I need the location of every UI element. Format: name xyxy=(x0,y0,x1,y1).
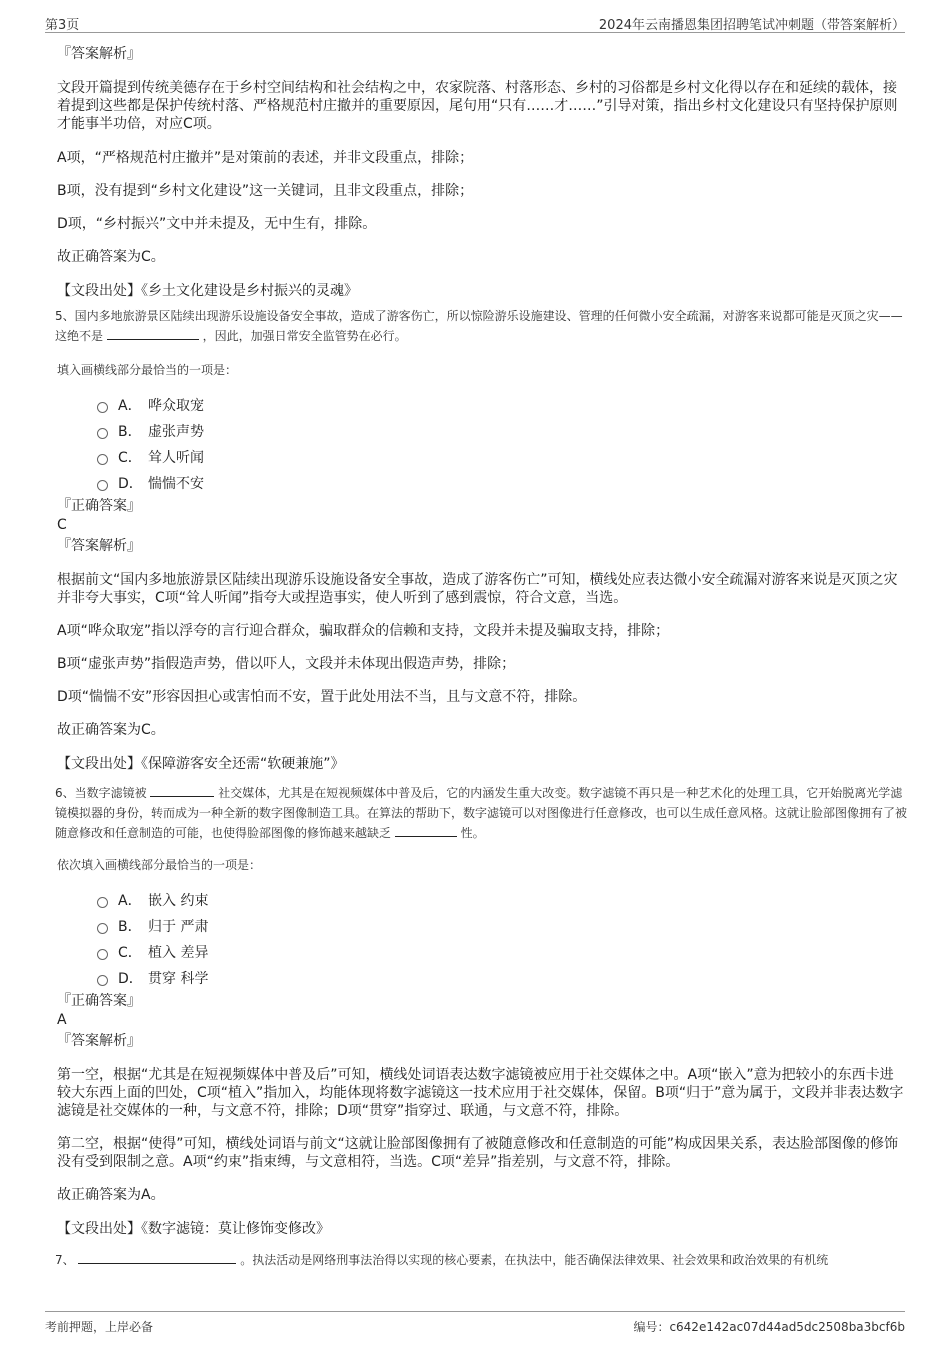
q5-blank xyxy=(107,327,199,340)
q6-analysis-p1: 第一空，根据“尤其是在短视频媒体中普及后”可知，横线处词语表达数字滤镜被应用于社交媒体之中。A项“嵌入”意为把较小的东西卡进较大东西上面的凹处，C项“植入”指加入，均能体现将数字滤镜这一技术应用于社交媒体，保留。B项“归于”意为属于，文段并非表达数字滤镜是社交媒体的一种，与文意不符，排除；D项“贯穿”指穿过、联通，与文意不符，排除。 xyxy=(57,1067,904,1119)
q6-stem-part-1: 6、当数字滤镜被 xyxy=(55,786,147,800)
radio-icon[interactable] xyxy=(97,402,108,413)
q6-stem-part-2: 社交媒体，尤其是在短视频媒体中普及后，它的内涵发生重大改变。数字滤镜不再只是一种艺术化的处理工具，它开始脱离光学滤镜模拟器的身份，转而成为一种全新的数字图像制造工具。在算法的帮助下，数字滤镜可以对图像进行任意修改，也可以生成任意风格。这就让脸部图像拥有了被随意修改和任意制造的可能，也使得脸部图像的修饰越来越缺乏 xyxy=(55,786,908,840)
q5-option-a[interactable]: A． 哗众取宠 xyxy=(57,392,907,418)
q7-number: 7、 xyxy=(55,1253,75,1267)
q5-option-c[interactable]: C． 耸人听闻 xyxy=(57,444,907,470)
q4-analysis-option-b: B项，没有提到“乡村文化建设”这一关键词，且非文段重点，排除； xyxy=(57,183,474,199)
q5-analysis-label: 『答案解析』 xyxy=(57,538,141,554)
q6-option-d[interactable]: D． 贯穿 科学 xyxy=(57,965,907,991)
q6-options xyxy=(57,887,907,991)
q5-prompt: 填入画横线部分最恰当的一项是： xyxy=(57,363,238,377)
q6-analysis-p2: 第二空，根据“使得”可知，横线处词语与前文“这就让脸部图像拥有了被随意修改和任意制造的可能”构成因果关系，表达脸部图像的修饰没有受到限制之意。A项“约束”指束缚，与文意相符，当选。C项“差异”指差别，与文意不符，排除。 xyxy=(57,1136,899,1170)
q5-option-b[interactable]: B． 虚张声势 xyxy=(57,418,907,444)
footer-serial: 编号：c642e142ac07d44ad5dc2508ba3bcf6b xyxy=(633,1320,905,1334)
q5-correct-label: 『正确答案』 xyxy=(57,498,141,514)
q5-analysis-option-b: B项“虚张声势”指假造声势，借以吓人，文段并未体现出假造声势，排除； xyxy=(57,656,516,672)
q5-stem-part-2: ，因此，加强日常安全监管势在必行。 xyxy=(202,329,407,343)
q5-conclusion: 故正确答案为C。 xyxy=(57,722,165,738)
q4-conclusion: 故正确答案为C。 xyxy=(57,249,165,265)
q5-analysis-option-d: D项“惴惴不安”形容因担心或害怕而不安，置于此处用法不当，且与文意不符，排除。 xyxy=(57,689,587,705)
q4-analysis-label: 『答案解析』 xyxy=(57,46,141,62)
q7-stem-text: 。执法活动是网络刑事法治得以实现的核心要素，在执法中，能否确保法律效果、社会效果和政治效果的有机统 xyxy=(240,1253,829,1267)
radio-icon[interactable] xyxy=(97,975,108,986)
radio-icon[interactable] xyxy=(97,428,108,439)
q6-option-c[interactable]: C． 植入 差异 xyxy=(57,939,907,965)
q6-blank-2 xyxy=(395,824,457,837)
q6-correct-answer: A xyxy=(57,1012,67,1028)
q6-conclusion: 故正确答案为A。 xyxy=(57,1187,165,1203)
radio-icon[interactable] xyxy=(97,480,108,491)
q5-source: 【文段出处】《保障游客安全还需“软硬兼施”》 xyxy=(57,756,345,772)
q5-correct-answer: C xyxy=(57,517,67,533)
footer-slogan: 考前押题，上岸必备 xyxy=(45,1320,154,1334)
q4-source: 【文段出处】《乡土文化建设是乡村振兴的灵魂》 xyxy=(57,283,358,299)
radio-icon[interactable] xyxy=(97,949,108,960)
q4-analysis-option-d: D项，“乡村振兴”文中并未提及，无中生有，排除。 xyxy=(57,216,377,232)
radio-icon[interactable] xyxy=(97,454,108,465)
page-header xyxy=(45,12,905,33)
q7-blank xyxy=(78,1251,236,1264)
q5-options xyxy=(57,392,907,496)
radio-icon[interactable] xyxy=(97,897,108,908)
q5-analysis-p1: 根据前文“国内多地旅游景区陆续出现游乐设施设备安全事故，造成了游客伤亡”可知，横线处应表达微小安全疏漏对游客来说是灭顶之灾并非夸大事实，C项“耸人听闻”指夸大或捏造事实，使人听到了感到震惊，符合文意，当选。 xyxy=(57,572,898,606)
page-content xyxy=(57,44,907,1282)
document-title: 2024年云南播恩集团招聘笔试冲刺题（带答案解析） xyxy=(598,18,905,33)
q7-stem xyxy=(55,1250,907,1270)
q4-analysis-p1: 文段开篇提到传统美德存在于乡村空间结构和社会结构之中，农家院落、村落形态、乡村的习俗都是乡村文化得以存在和延续的载体，接着提到这些都是保护传统村落、严格规范村庄撤并的重要原因，尾句用“只有……才……”引导对策，指出乡村文化建设只有坚持保护原则才能事半功倍，对应C项。 xyxy=(57,80,898,132)
q5-stem-part-1: 5、国内多地旅游景区陆续出现游乐设施设备安全事故，造成了游客伤亡，所以惊险游乐设施建设、管理的任何微小安全疏漏，对游客来说都可能是灭顶之灾——这绝不是 xyxy=(55,309,903,343)
q6-correct-label: 『正确答案』 xyxy=(57,993,141,1009)
q6-analysis-label: 『答案解析』 xyxy=(57,1033,141,1049)
page-number: 第3页 xyxy=(45,18,80,33)
q6-stem xyxy=(55,783,907,843)
q5-analysis-option-a: A项“哗众取宠”指以浮夸的言行迎合群众，骗取群众的信赖和支持，文段并未提及骗取支持，排除； xyxy=(57,623,670,639)
q6-prompt: 依次填入画横线部分最恰当的一项是： xyxy=(57,858,262,872)
page-footer xyxy=(45,1311,905,1338)
q6-blank-1 xyxy=(150,784,214,797)
q6-source: 【文段出处】《数字滤镜：莫让修饰变修改》 xyxy=(57,1221,330,1237)
q6-option-b[interactable]: B． 归于 严肃 xyxy=(57,913,907,939)
q5-stem xyxy=(55,306,907,346)
q4-analysis-option-a: A项，“严格规范村庄撤并”是对策前的表述，并非文段重点，排除； xyxy=(57,150,474,166)
q5-option-d[interactable]: D． 惴惴不安 xyxy=(57,470,907,496)
radio-icon[interactable] xyxy=(97,923,108,934)
q6-stem-part-3: 性。 xyxy=(460,826,485,840)
q6-option-a[interactable]: A． 嵌入 约束 xyxy=(57,887,907,913)
